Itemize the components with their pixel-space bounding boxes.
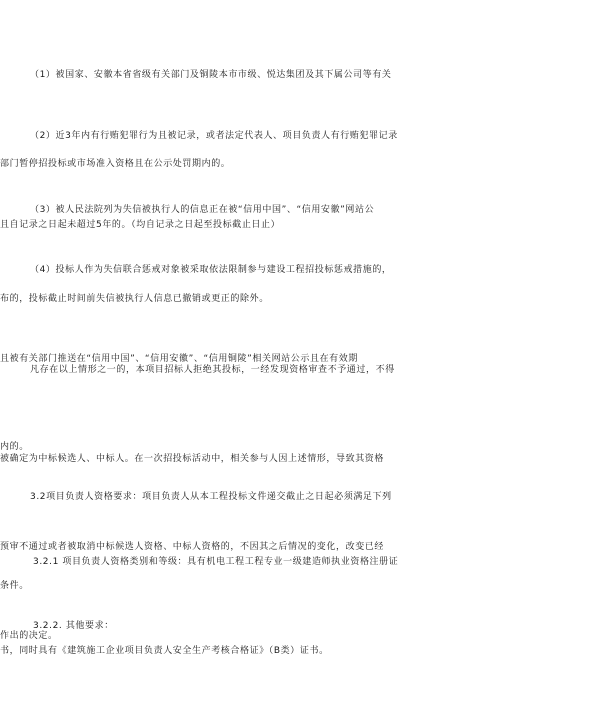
- text-line: （2）近3年内有行贿犯罪行为且被记录，或者法定代表人、项目负责人有行贿犯罪记录: [30, 131, 398, 141]
- text-line: 部门暂停招投标或市场准入资格且在公示处罚期内的。: [0, 158, 231, 169]
- text-line: （3）被人民法院列为失信被执行人的信息正在被“信用中国”、“信用安徽”网站公: [30, 205, 375, 215]
- text-line: 布的，投标截止时间前失信被执行人信息已撤销或更正的除外。: [0, 293, 269, 304]
- section-heading: 3.2.2. 其他要求：: [33, 621, 114, 631]
- text-line: （1）被国家、安徽本省省级有关部门及铜陵本市市级、悦达集团及其下属公司等有关: [30, 70, 392, 80]
- section-heading: 3.2项目负责人资格要求：项目负责人从本工程投标文件递交截止之日起必须满足下列: [30, 492, 392, 502]
- text-line: 内的。: [0, 442, 29, 452]
- text-line: 凡存在以上情形之一的，本项目招标人拒绝其投标，一经发现资格审查不予通过，不得: [30, 365, 395, 375]
- text-line: （4）投标人作为失信联合惩戒对象被采取依法限制参与建设工程招投标惩戒措施的，: [30, 265, 392, 275]
- text-line: 且被有关部门推送在“信用中国”、“信用安徽”、“信用铜陵”相关网站公示且在有效期: [0, 353, 358, 364]
- text-line: 条件。: [0, 580, 29, 591]
- paragraph-section-3-2-2: [0, 553, 601, 701]
- text-line: 且自记录之日起未超过5年的。（均自记录之日起至投标截止日止）: [0, 219, 281, 230]
- text-line: 作出的决定。: [0, 630, 58, 641]
- section-heading: 3.2.1 项目负责人资格类别和等级：具有机电工程工程专业一级建造师执业资格注册证: [33, 557, 399, 567]
- text-line: 预审不通过或者被取消中标候选人资格、中标人资格的，不因其之后情况的变化，改变已经: [0, 542, 385, 552]
- text-line: 书，同时具有《建筑施工企业项目负责人安全生产考核合格证》（B类）证书。: [0, 645, 329, 656]
- text-line: 被确定为中标候选人、中标人。在一次招投标活动中，相关参与人因上述情形，导致其资格: [0, 453, 385, 464]
